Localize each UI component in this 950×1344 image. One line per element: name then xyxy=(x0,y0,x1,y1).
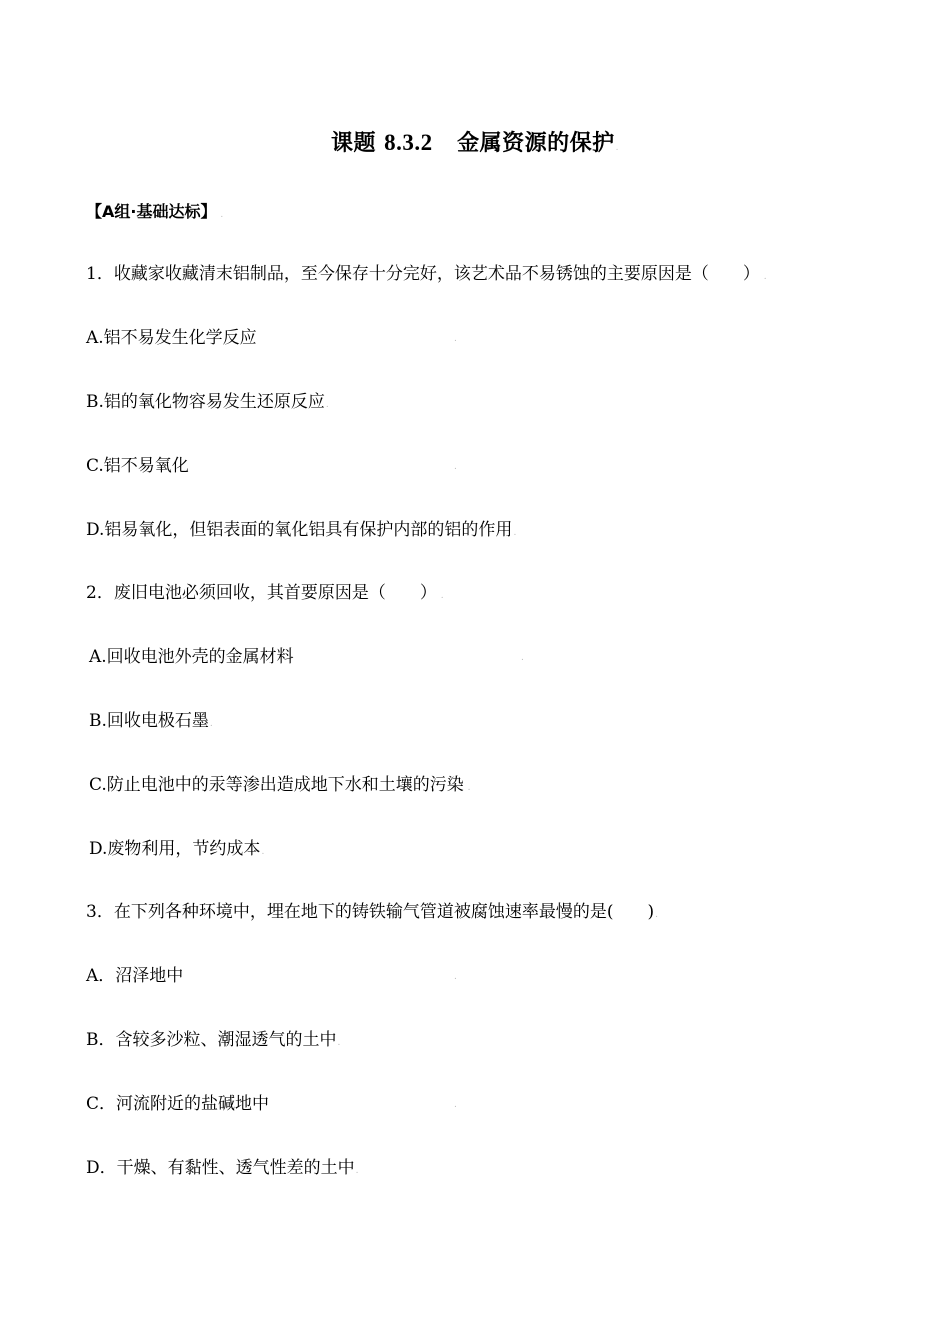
page-title: 课题 8.3.2 金属资源的保护. xyxy=(330,130,620,156)
question-3-option-c: C．河流附近的盐碱地中 xyxy=(86,1094,270,1114)
section-heading: 【A组·基础达标】 . xyxy=(86,202,224,221)
question-1-option-c: C.铝不易氧化 xyxy=(86,456,189,476)
question-2-stem: 2．废旧电池必须回收，其首要原因是（ ） . xyxy=(86,583,444,603)
question-3-option-b: B．含较多沙粒、潮湿透气的土中. xyxy=(86,1030,341,1050)
question-1-option-d: D.铝易氧化，但铝表面的氧化铝具有保护内部的铝的作用. xyxy=(86,520,517,540)
question-3-stem: 3．在下列各种环境中，埋在地下的铸铁输气管道被腐蚀速率最慢的是( ). xyxy=(86,902,658,922)
question-2-option-b: B.回收电极石墨. xyxy=(89,711,213,731)
question-1-stem: 1．收藏家收藏清末铝制品，至今保存十分完好，该艺术品不易锈蚀的主要原因是（ ） . xyxy=(86,264,767,284)
question-3-option-d: D．干燥、有黏性、透气性差的土中. xyxy=(86,1158,359,1178)
question-2-option-d: D.废物利用，节约成本. xyxy=(89,839,265,859)
question-2-option-a: A.回收电池外壳的金属材料 xyxy=(89,647,294,667)
title-prefix: 课题 xyxy=(330,131,376,156)
document-page: 课题 8.3.2 金属资源的保护. 【A组·基础达标】 . 1．收藏家收藏清末铝制品，至今保存十分完好，该艺术品不易锈蚀的主要原因是（ ） . A.铝不易发生化学反应 . B.铝的氧化物容易发生还原反应. C.铝不易氧化 . D.铝易氧化，但铝表面的氧化铝具有保护内部的铝的作用. 2．废旧电池必须回收，其首要原因是（ ） . A.回收电池外壳的金属材料 . B.回收电极石墨. C.防止电池中的汞等渗出造成地下水和土壤的污染 . D.废物利用，节约成本. 3．在下列各种环境中，埋在地下的铸铁输气管道被腐蚀速率最慢的是( ). A．沼泽地中 . B．含较多沙粒、潮湿透气的土中. C．河流附近的盐碱地中 . D．干燥、有黏性、透气性差的土中. xyxy=(0,0,950,1344)
title-number: 8.3.2 xyxy=(384,130,433,155)
question-2-option-c: C.防止电池中的汞等渗出造成地下水和土壤的污染 . xyxy=(89,775,471,795)
title-text: 金属资源的保护 xyxy=(457,131,615,156)
question-3-option-a: A．沼泽地中 xyxy=(86,966,184,986)
question-1-option-b: B.铝的氧化物容易发生还原反应. xyxy=(86,392,329,412)
question-1-option-a: A.铝不易发生化学反应 xyxy=(86,328,257,348)
